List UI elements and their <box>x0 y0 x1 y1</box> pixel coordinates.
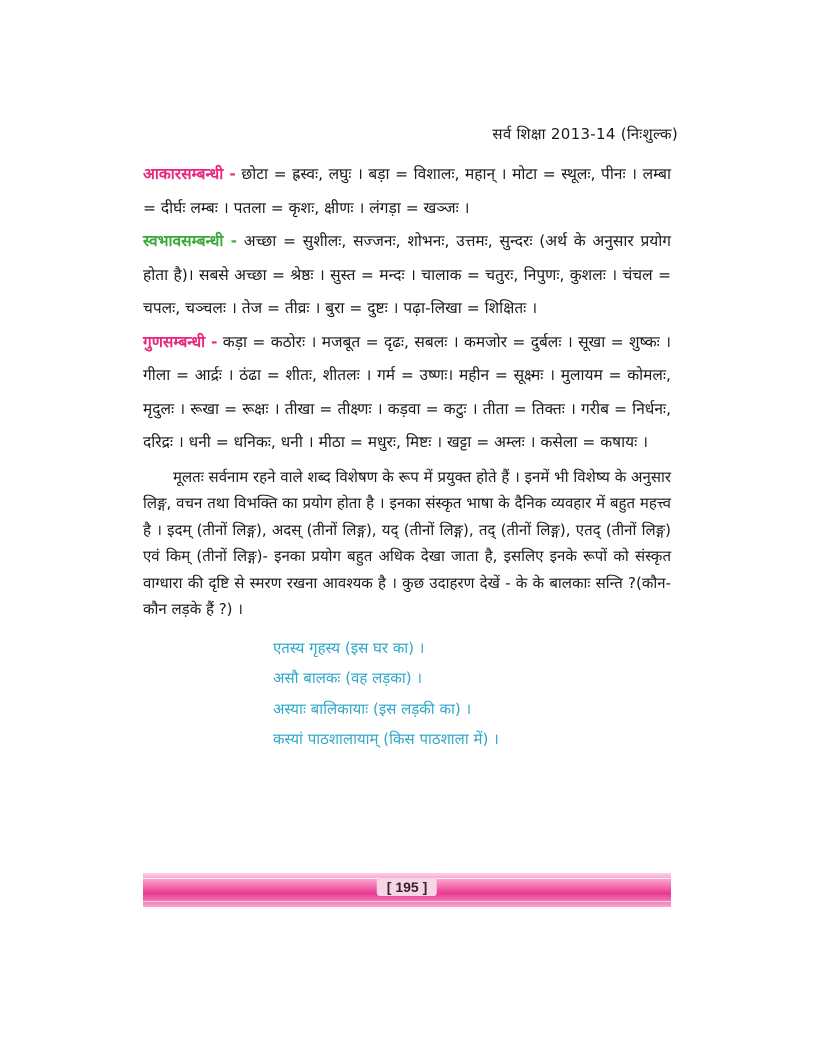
section-text-akar: छोटा = ह्रस्वः, लघुः । बड़ा = विशालः, महान् । मोटा = स्थूलः, पीनः । लम्बा = दीर्घः लम्बः । पतला = कृशः, क्षीणः । लंगड़ा = खञ्जः । <box>143 165 671 217</box>
section-gun <box>143 326 671 460</box>
section-label-akar: आकारसम्बन्धी - <box>143 165 236 183</box>
section-text-gun: कड़ा = कठोरः । मजबूत = दृढः, सबलः । कमजोर = दुर्बलः । सूखा = शुष्कः । गीला = आर्द्रः । ठंढा = शीतः, शीतलः । गर्म = उष्णः। महीन = सूक्ष्मः । मुलायम = कोमलः, मृदुलः । रूखा = रूक्षः । तीखा = तीक्ष्णः । कड़वा = कटुः । तीता = तिक्तः । गरीब = निर्धनः, दरिद्रः । धनी = धनिकः, धनी । मीठा = मधुरः, मिष्टः । खट्टा = अम्लः । कसेला = कषायः । <box>143 332 671 451</box>
example-item: एतस्य गृहस्य (इस घर का) । <box>273 638 425 657</box>
section-label-gun: गुणसम्बन्धी - <box>143 332 218 351</box>
section-text-swabhav: अच्छा = सुशीलः, सज्जनः, शोभनः, उत्तमः, सुन्दरः (अर्थ के अनुसार प्रयोग होता है)। सबसे अच्छा = श्रेष्ठः । सुस्त = मन्दः । चालाक = चतुरः, निपुणः, कुशलः । चंचल = चपलः, चञ्चलः । तेज = तीव्रः । बुरा = दुष्टः । पढ़ा-लिखा = शिक्षितः । <box>143 232 671 317</box>
example-item: अस्याः बालिकायाः (इस लड़की का) । <box>273 699 472 718</box>
page-header: सर्व शिक्षा 2013-14 (निःशुल्क) <box>492 125 678 143</box>
footer-band <box>143 873 671 907</box>
section-akar <box>143 158 671 225</box>
footer-line-bottom <box>143 901 671 902</box>
page-content <box>143 158 671 755</box>
examples-list <box>273 633 671 755</box>
section-swabhav <box>143 225 671 326</box>
section-label-swabhav: स्वभावसम्बन्धी - <box>143 232 238 250</box>
example-item: कस्यां पाठशालायाम् (किस पाठशाला में) । <box>273 730 499 748</box>
body-paragraph: मूलतः सर्वनाम रहने वाले शब्द विशेषण के रूप में प्रयुक्त होते हैं । इनमें भी विशेष्य के अनुसार लिङ्ग, वचन तथा विभक्ति का प्रयोग होता है । इनका संस्कृत भाषा के दैनिक व्यवहार में बहुत महत्त्व है । इदम् (तीनों लिङ्ग), अदस् (तीनों लिङ्ग), यद् (तीनों लिङ्ग), तद् (तीनों लिङ्ग), एतद् (तीनों लिङ्ग) एवं किम् (तीनों लिङ्ग)- इनका प्रयोग बहुत अधिक देखा जाता है, इसलिए इनके रूपों को संस्कृत वाग्धारा की दृष्टि से स्मरण रखना आवश्यक है । कुछ उदाहरण देखें - के के बालकाः सन्ति ?(कौन-कौन लड़के हैं ?) । <box>143 467 671 618</box>
page-number: [ 195 ] <box>377 878 437 896</box>
example-item: असौ बालकः (वह लड़का) । <box>273 669 423 687</box>
